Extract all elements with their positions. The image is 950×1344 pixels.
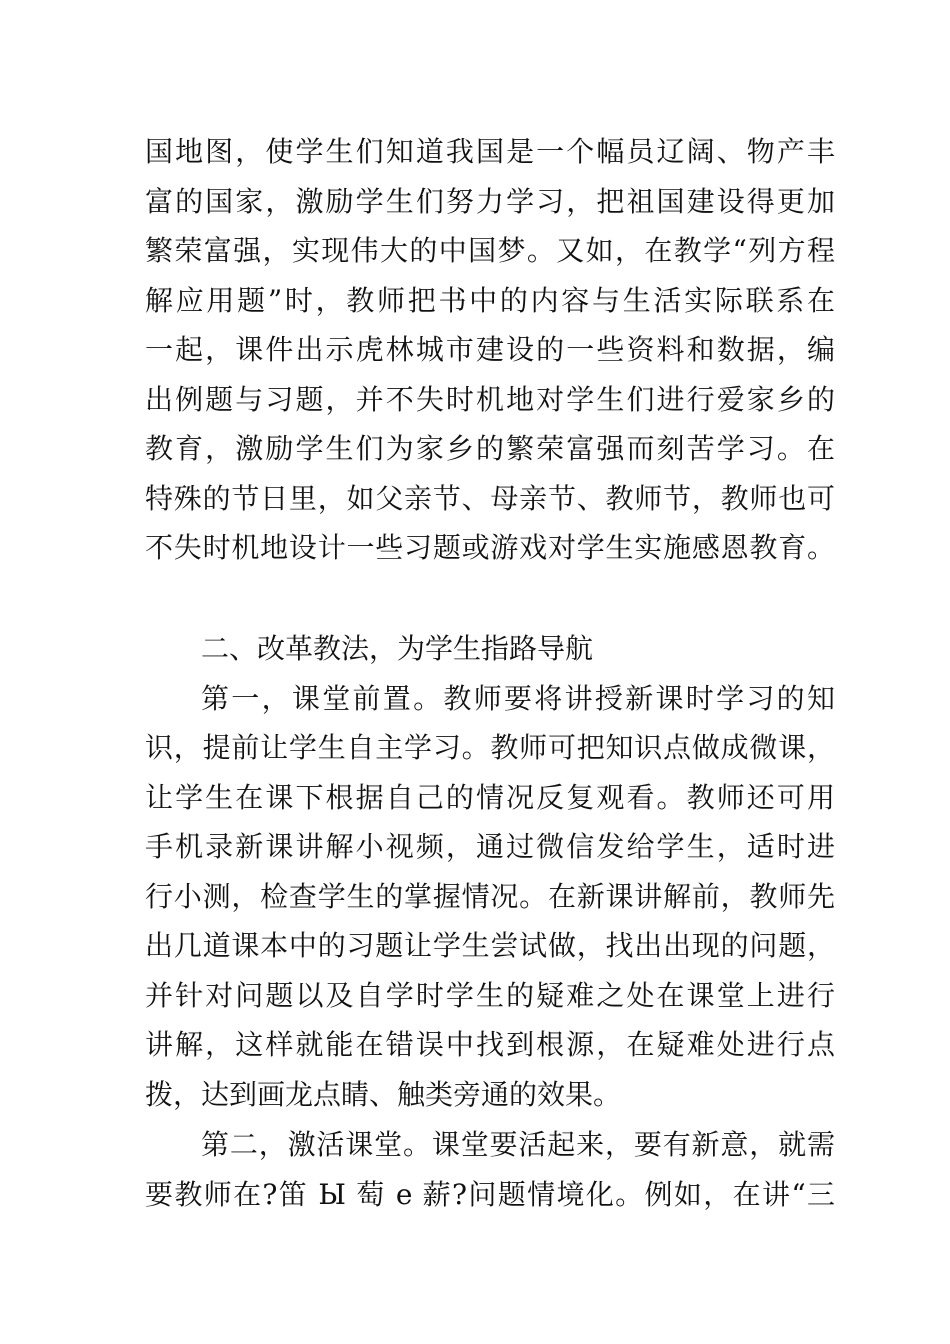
paragraph-3-line: 要教师在?笛 Ы 萄 e 薪?问题情境化。例如，在讲“三 bbox=[145, 1177, 835, 1211]
paragraph-1-line: 教育，激励学生们为家乡的繁荣富强而刻苦学习。在 bbox=[145, 432, 835, 465]
paragraph-1-line: 繁荣富强，实现伟大的中国梦。又如，在教学“列方程 bbox=[145, 234, 835, 267]
section-heading: 二、改革教法，为学生指路导航 bbox=[201, 632, 594, 665]
paragraph-3-line: 第二，激活课堂。课堂要活起来，要有新意，就需 bbox=[201, 1128, 835, 1161]
paragraph-2-line: 并针对问题以及自学时学生的疑难之处在课堂上进行 bbox=[145, 978, 835, 1012]
paragraph-1-line: 富的国家，激励学生们努力学习，把祖国建设得更加 bbox=[145, 184, 835, 218]
paragraph-2-line: 手机录新课讲解小视频，通过微信发给学生，适时进 bbox=[145, 830, 835, 863]
paragraph-1-line: 特殊的节日里，如父亲节、母亲节、教师节，教师也可 bbox=[145, 481, 835, 515]
paragraph-1-line: 解应用题”时，教师把书中的内容与生活实际联系在 bbox=[145, 283, 835, 317]
paragraph-2-line: 拨，达到画龙点睛、触类旁通的效果。 bbox=[145, 1077, 622, 1111]
paragraph-2-line: 行小测，检查学生的掌握情况。在新课讲解前，教师先 bbox=[145, 879, 835, 913]
paragraph-1 bbox=[145, 127, 835, 573]
paragraph-1-line: 不失时机地设计一些习题或游戏对学生实施感恩教育。 bbox=[145, 531, 835, 564]
paragraph-2-line: 出几道课本中的习题让学生尝试做，找出出现的问题， bbox=[145, 929, 835, 962]
paragraph-1-line: 一起，课件出示虎林城市建设的一些资料和数据，编 bbox=[145, 333, 835, 366]
paragraph-2-line: 识，提前让学生自主学习。教师可把知识点做成微课， bbox=[145, 731, 835, 764]
paragraph-1-line: 国地图，使学生们知道我国是一个幅员辽阔、物产丰 bbox=[145, 135, 835, 168]
paragraph-2-line: 第一，课堂前置。教师要将讲授新课时学习的知 bbox=[201, 681, 835, 715]
section-2 bbox=[145, 624, 835, 1119]
paragraph-3 bbox=[145, 1120, 835, 1219]
paragraph-1-line: 出例题与习题，并不失时机地对学生们进行爱家乡的 bbox=[145, 382, 835, 416]
paragraph-2-line: 让学生在课下根据自己的情况反复观看。教师还可用 bbox=[145, 780, 835, 814]
paragraph-2-line: 讲解，这样就能在错误中找到根源，在疑难处进行点 bbox=[145, 1028, 835, 1061]
